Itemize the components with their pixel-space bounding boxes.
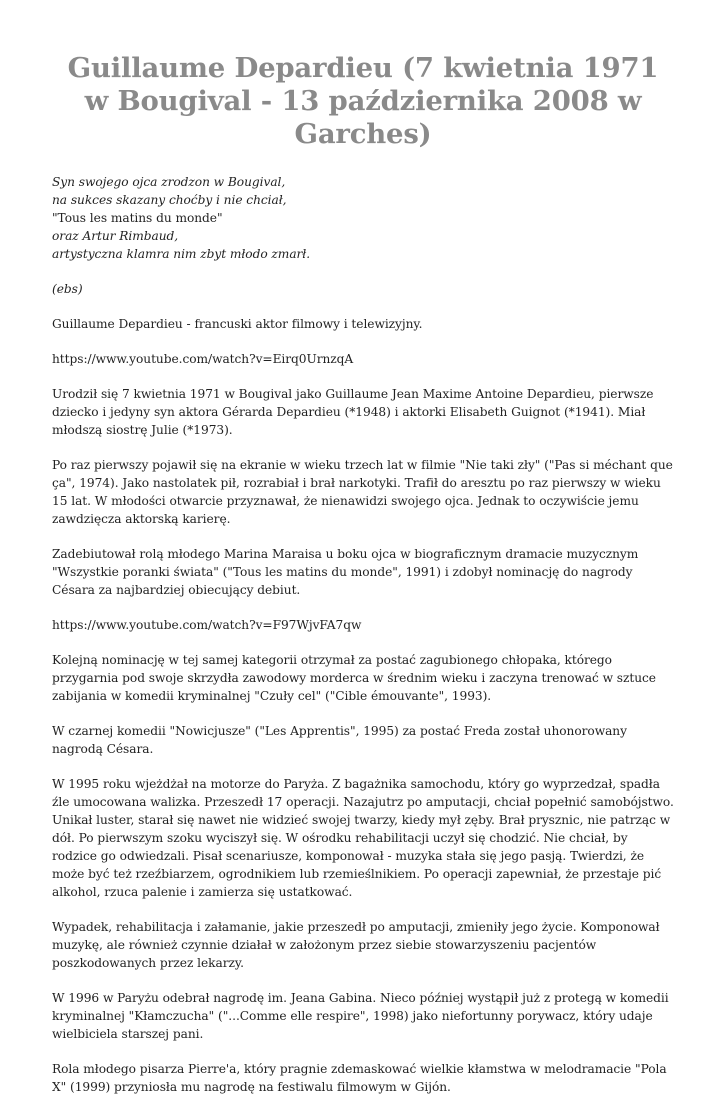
body-paragraph: W 1995 roku wjeżdżał na motorze do Paryża. Z bagażnika samochodu, który go wyprzedzał, spadła źle umocowana walizka. Przeszedł 17 operacji. Nazajutrz po amputacji, chciał popełnić samobójstwo. Unikał luster, starał się nawet nie widzieć swojej twarzy, kiedy mył zęby. Brał prysznic, nie patrząc w dół. Po pierwszym szoku wyciszył się. W ośrodku rehabilitacji uczył się chodzić. Nie chciał, by rodzice go odwiedzali. Pisał scenariusze, komponował - muzyka stała się jego pasją. Twierdzi, że może być też rzeźbiarzem, ogrodnikiem lub rzemieślnikiem. Po operacji zapewniał, że przestaje pić alkohol, rzuca palenie i zamierza się ustatkować. (52, 777, 674, 899)
body-paragraph: Zadebiutował rolą młodego Marina Maraisa u boku ojca w biograficznym dramacie muzycznym "Wszystkie poranki świata" ("Tous les matins du monde", 1991) i zdobył nominację do nagrody Césara za najbardziej obiecujący debiut. (52, 547, 639, 597)
poem-signature: (ebs) (52, 282, 83, 296)
poem-block (52, 173, 674, 263)
article-body (52, 173, 674, 1096)
video-link[interactable]: https://www.youtube.com/watch?v=F97WjvFA7qw (52, 618, 362, 632)
document-page (52, 52, 674, 1096)
body-paragraph: W 1996 w Paryżu odebrał nagrodę im. Jeana Gabina. Nieco później wystąpił już z protegą w komedii kryminalnej "Kłamczucha" ("...Comme elle respire", 1998) jako niefortunny porywacz, który udaje wielbiciela starszej pani. (52, 991, 669, 1041)
body-paragraph: Urodził się 7 kwietnia 1971 w Bougival jako Guillaume Jean Maxime Antoine Depardieu, pierwsze dziecko i jedyny syn aktora Gérarda Depardieu (*1948) i aktorki Elisabeth Guignot (*1941). Miał młodszą siostrę Julie (*1973). (52, 387, 654, 437)
poem-line: oraz Artur Rimbaud, (52, 229, 179, 243)
poem-line: "Tous les matins du monde" (52, 211, 223, 225)
intro-paragraph: Guillaume Depardieu - francuski aktor filmowy i telewizyjny. (52, 317, 423, 331)
page-title: Guillaume Depardieu (7 kwietnia 1971 w Bougival - 13 października 2008 w Garches) (67, 52, 659, 150)
poem-line: Syn swojego ojca zrodzon w Bougival, (52, 175, 286, 189)
video-link[interactable]: https://www.youtube.com/watch?v=Eirq0UrnzqA (52, 352, 354, 366)
body-paragraph: Rola młodego pisarza Pierre'a, który pragnie zdemaskować wielkie kłamstwa w melodramacie "Pola X" (1999) przyniosła mu nagrodę na festiwalu filmowym w Gijón. (52, 1062, 667, 1094)
body-paragraph: W czarnej komedii "Nowicjusze" ("Les Apprentis", 1995) za postać Freda został uhonorowany nagrodą Césara. (52, 724, 627, 756)
body-paragraph: Wypadek, rehabilitacja i załamanie, jakie przeszedł po amputacji, zmieniły jego życie. Komponował muzykę, ale również czynnie działał w założonym przez siebie stowarzyszeniu pacjentów poszkodowanych przez lekarzy. (52, 920, 660, 970)
poem-line: na sukces skazany choćby i nie chciał, (52, 193, 287, 207)
body-paragraph: Po raz pierwszy pojawił się na ekranie w wieku trzech lat w filmie "Nie taki zły" ("Pas si méchant que ça", 1974). Jako nastolatek pił, rozrabiał i brał narkotyki. Trafił do aresztu po raz pierwszy w wieku 15 lat. W młodości otwarcie przyznawał, że nienawidzi swojego ojca. Jednak to oczywiście jemu zawdzięcza aktorską karierę. (52, 458, 673, 526)
body-paragraph: Kolejną nominację w tej samej kategorii otrzymał za postać zagubionego chłopaka, którego przygarnia pod swoje skrzydła zawodowy morderca w średnim wieku i zaczyna trenować w sztuce zabijania w komedii kryminalnej "Czuły cel" ("Cible émouvante", 1993). (52, 653, 656, 703)
poem-line: artystyczna klamra nim zbyt młodo zmarł. (52, 247, 311, 261)
